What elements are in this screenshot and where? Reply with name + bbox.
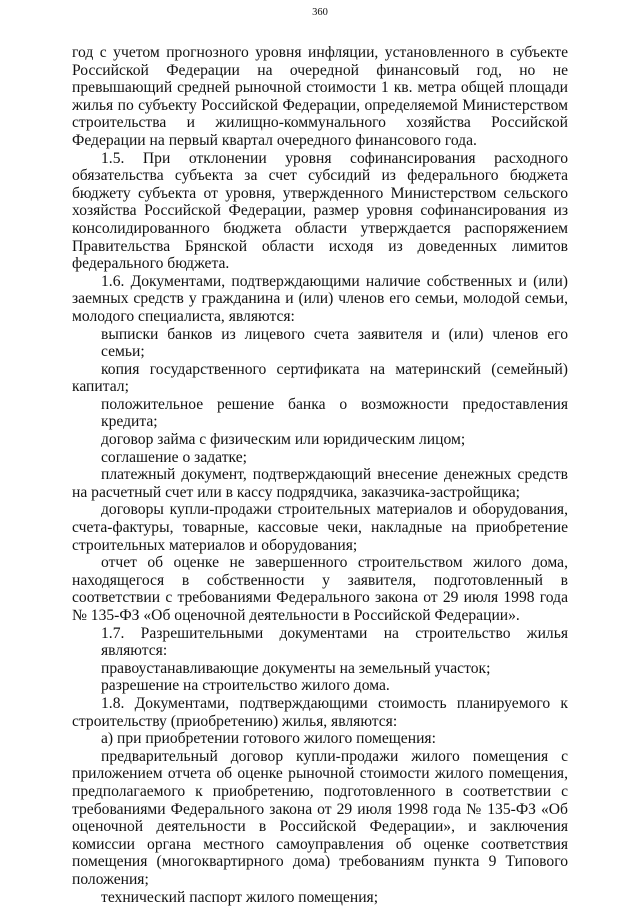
list-item: положительное решение банка о возможности предоставления кредита; — [72, 396, 568, 431]
document-body — [72, 44, 568, 906]
list-item: копия государственного сертификата на материнский (семейный) капитал; — [72, 361, 568, 396]
list-item: предварительный договор купли-продажи жилого помещения с приложением отчета об оценке рыночной стоимости жилого помещения, предполагаемого к приобретению, подготовленного в соответствии с требованиями Федерального закона от 29 июля 1998 года № 135-ФЗ «Об оценочной деятельности в Российской Федерации», и заключения комиссии органа местного самоуправления об оценке соответствия помещения (многоквартирного дома) требованиям пункта 9 Типового положения; — [72, 748, 568, 889]
list-item: договор займа с физическим или юридическим лицом; — [72, 431, 568, 449]
paragraph: 1.6. Документами, подтверждающими наличие собственных и (или) заемных средств у гражданина и (или) членов его семьи, молодой семьи, молодого специалиста, являются: — [72, 273, 568, 326]
paragraph: 1.8. Документами, подтверждающими стоимость планируемого к строительству (приобретению) жилья, являются: — [72, 695, 568, 730]
paragraph: 1.7. Разрешительными документами на строительство жилья являются: — [72, 625, 568, 660]
list-item: отчет об оценке не завершенного строительством жилого дома, находящегося в собственности у заявителя, подготовленный в соответствии с требованиями Федерального закона от 29 июля 1998 года № 135-ФЗ «Об оценочной деятельности в Российской Федерации». — [72, 554, 568, 624]
list-item: технический паспорт жилого помещения; — [72, 889, 568, 906]
list-item: разрешение на строительство жилого дома. — [72, 677, 568, 695]
paragraph: год с учетом прогнозного уровня инфляции, установленного в субъекте Российской Федерации на очередной финансовый год, но не превышающий средней рыночной стоимости 1 кв. метра общей площади жилья по субъекту Российской Федерации, определяемой Министерством строительства и жилищно-коммунального хозяйства Российской Федерации на первый квартал очередного финансового года. — [72, 44, 568, 150]
list-item: а) при приобретении готового жилого помещения: — [72, 730, 568, 748]
page-number: 360 — [0, 7, 640, 19]
list-item: договоры купли-продажи строительных материалов и оборудования, счета-фактуры, товарные, кассовые чеки, накладные на приобретение строительных материалов и оборудования; — [72, 501, 568, 554]
list-item: правоустанавливающие документы на земельный участок; — [72, 660, 568, 678]
list-item: соглашение о задатке; — [72, 449, 568, 467]
list-item: платежный документ, подтверждающий внесение денежных средств на расчетный счет или в кассу подрядчика, заказчика-застройщика; — [72, 466, 568, 501]
paragraph: 1.5. При отклонении уровня софинансирования расходного обязательства субъекта за счет субсидий из федерального бюджета бюджету субъекта от уровня, утвержденного Министерством сельского хозяйства Российской Федерации, размер уровня софинансирования из консолидированного бюджета области утверждается распоряжением Правительства Брянской области исходя из доведенных лимитов федерального бюджета. — [72, 150, 568, 273]
list-item: выписки банков из лицевого счета заявителя и (или) членов его семьи; — [72, 326, 568, 361]
